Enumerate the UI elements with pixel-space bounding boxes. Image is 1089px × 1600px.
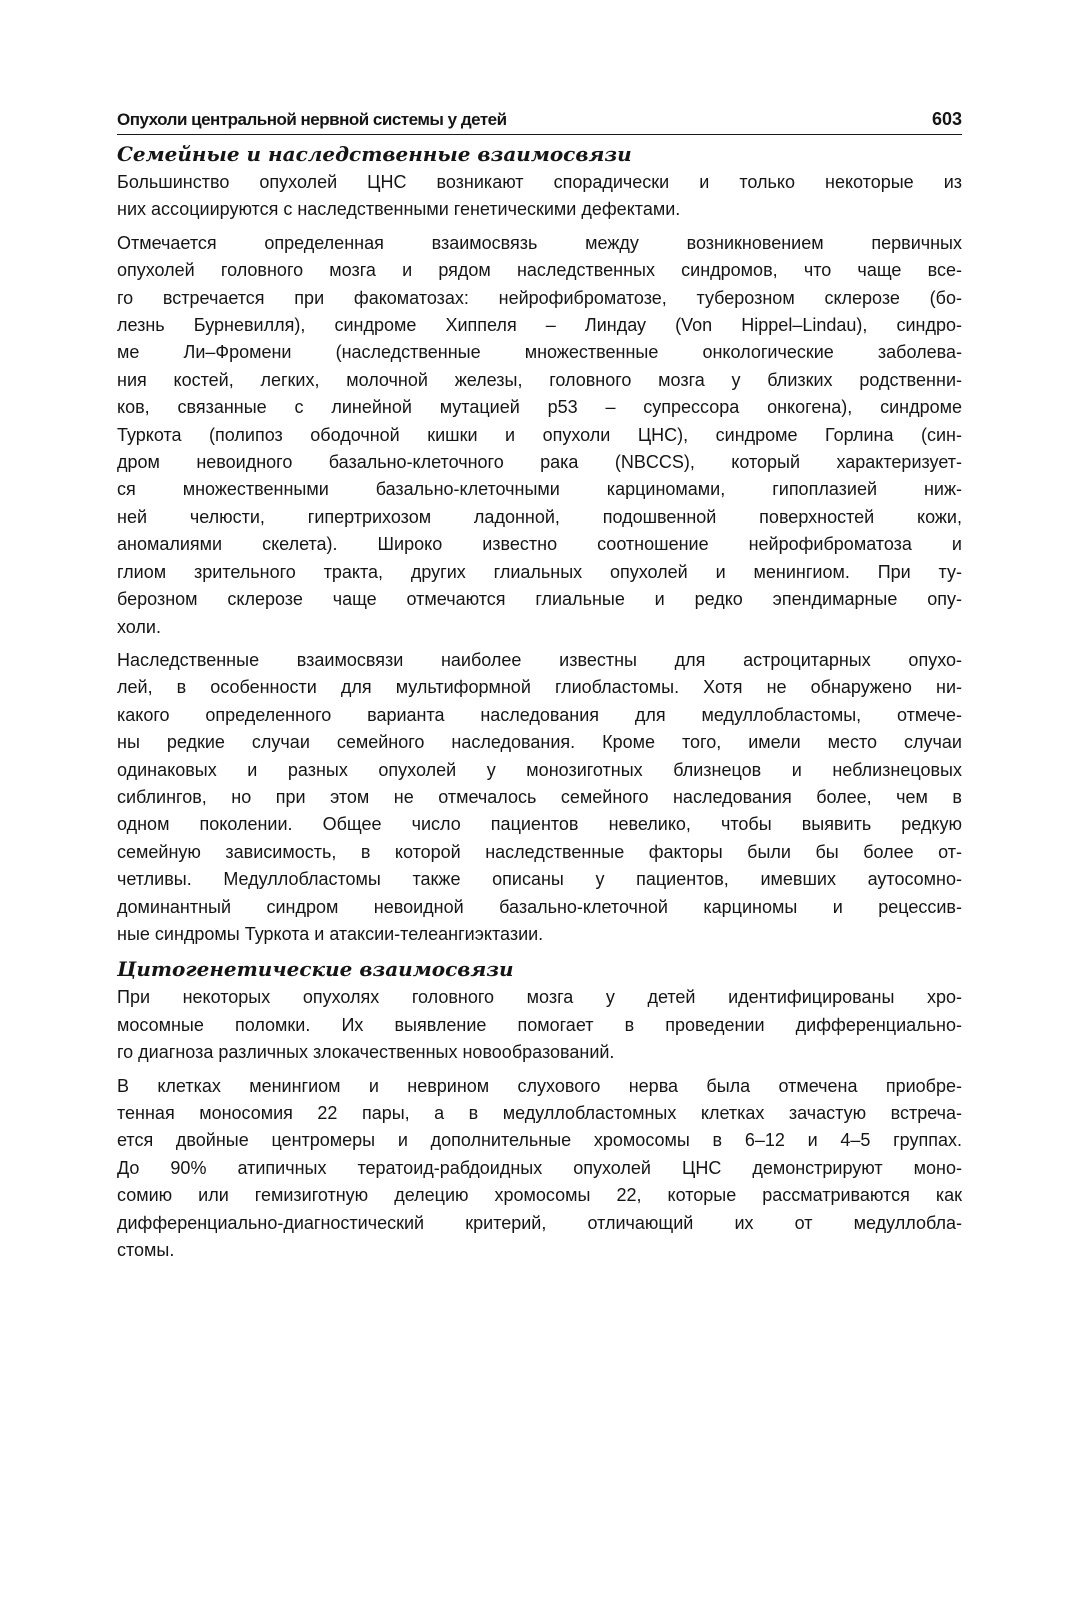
text-line: холи. [117, 616, 161, 637]
text-line: ния костей, легких, молочной железы, головного мозга у близких родственни- [117, 369, 962, 390]
text-line: ные синдромы Туркота и атаксии-телеангиэктазии. [117, 923, 544, 944]
text-line: дром невоидного базально-клеточного рака (NBCCS), который характеризует- [117, 452, 962, 473]
paragraph [117, 984, 962, 1066]
text-line: ков, связанные с линейной мутацией p53 – супрессора онкогена), синдроме [117, 397, 962, 418]
text-line: сиблингов, но при этом не отмечалось семейного наследования более, чем в [117, 786, 962, 807]
text-line: лезнь Бурневилля), синдроме Хиппеля – Линдау (Von Hippel–Lindau), синдро- [117, 315, 962, 336]
text-line: одном поколении. Общее число пациентов невелико, чтобы выявить редкую [117, 814, 962, 835]
text-line: доминантный синдром невоидной базально-клеточной карциномы и рецессив- [117, 896, 962, 917]
text-line: семейную зависимость, в которой наследственные факторы были бы более от- [117, 841, 962, 862]
paragraph [117, 647, 962, 948]
section-heading: Цитогенетические взаимосвязи [117, 957, 514, 982]
text-line: дифференциально-диагностический критерий, отличающий их от медуллобла- [117, 1212, 962, 1233]
text-line: них ассоциируются с наследственными генетическими дефектами. [117, 199, 681, 220]
book-page [117, 100, 962, 1270]
text-line: ся множественными базально-клеточными карциномами, гипоплазией ниж- [117, 479, 962, 500]
text-line: Туркота (полипоз ободочной кишки и опухоли ЦНС), синдроме Горлина (син- [117, 424, 962, 445]
text-line: одинаковых и разных опухолей у монозиготных близнецов и неблизнецовых [117, 759, 962, 780]
text-line: опухолей головного мозга и рядом наследственных синдромов, что чаще все- [117, 260, 962, 281]
text-line: мосомные поломки. Их выявление помогает в проведении дифференциально- [117, 1014, 962, 1035]
text-line: Наследственные взаимосвязи наиболее известны для астроцитарных опухо- [117, 649, 962, 670]
text-line: стомы. [117, 1240, 175, 1261]
text-line: глиом зрительного тракта, других глиальных опухолей и менингиом. При ту- [117, 561, 962, 582]
text-line: тенная моносомия 22 пары, а в медуллобластомных клетках зачастую встреча- [117, 1103, 962, 1123]
paragraph [117, 230, 962, 641]
text-line: ме Ли–Фромени (наследственные множественные онкологические заболева- [117, 342, 962, 363]
section-heading: Семейные и наследственные взаимосвязи [117, 142, 632, 166]
text-line: ней челюсти, гипертрихозом ладонной, подошвенной поверхностей кожи, [117, 506, 962, 527]
running-header [117, 100, 962, 135]
text-line: Большинство опухолей ЦНС возникают спорадически и только некоторые из [117, 172, 962, 192]
text-line: го встречается при факоматозах: нейрофиброматозе, туберозном склерозе (бо- [117, 287, 962, 308]
paragraph [117, 1073, 962, 1265]
running-title: Опухоли центральной нервной системы у детей [117, 110, 507, 129]
text-line: ется двойные центромеры и дополнительные хромосомы в 6–12 и 4–5 группах. [117, 1130, 962, 1151]
text-line: четливы. Медуллобластомы также описаны у пациентов, имевших аутосомно- [117, 869, 962, 890]
paragraph [117, 169, 962, 224]
text-line: берозном склерозе чаще отмечаются глиальные и редко эпендимарные опу- [117, 589, 962, 610]
text-line: го диагноза различных злокачественных новообразований. [117, 1042, 615, 1063]
text-line: аномалиями скелета). Широко известно соотношение нейрофиброматоза и [117, 534, 962, 555]
text-line: лей, в особенности для мультиформной глиобластомы. Хотя не обнаружено ни- [117, 677, 962, 698]
text-line: При некоторых опухолях головного мозга у детей идентифицированы хро- [117, 987, 962, 1008]
text-line: какого определенного варианта наследования для медуллобластомы, отмече- [117, 704, 962, 725]
text-line: В клетках менингиом и неврином слухового нерва была отмечена приобре- [117, 1075, 962, 1096]
page-number: 603 [931, 109, 962, 129]
text-line: сомию или гемизиготную делецию хромосомы 22, которые рассматриваются как [117, 1185, 962, 1206]
text-line: ны редкие случаи семейного наследования. Кроме того, имели место случаи [117, 732, 962, 753]
text-line: Отмечается определенная взаимосвязь между возникновением первичных [117, 232, 962, 253]
page-content [117, 139, 962, 1264]
text-line: До 90% атипичных тератоид-рабдоидных опухолей ЦНС демонстрируют моно- [117, 1157, 962, 1178]
